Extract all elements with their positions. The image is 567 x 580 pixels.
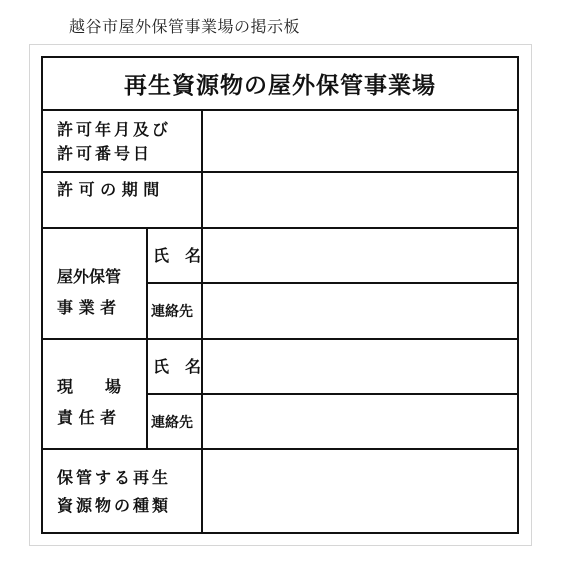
site-manager-contact-label: 連絡先 — [151, 415, 193, 431]
row-divider — [43, 227, 517, 229]
signboard-caption: 越谷市屋外保管事業場の掲示板 — [69, 17, 301, 36]
row-divider — [43, 338, 517, 340]
material-types-label: 保管する再生 資源物の種類 — [57, 468, 172, 515]
site-manager-label: 現 場 責 任 者 — [57, 377, 122, 427]
operator-name-label: 氏 名 — [153, 246, 202, 265]
row-divider — [43, 448, 517, 450]
column-divider — [201, 110, 203, 532]
permit-date-label: 許可年月及び 許可番号日 — [57, 120, 172, 163]
permit-period-label: 許 可 の 期 間 — [57, 180, 160, 199]
operator-contact-label: 連絡先 — [151, 304, 193, 320]
notice-board — [41, 56, 519, 534]
operator-label: 屋外保管 事 業 者 — [57, 267, 122, 317]
column-divider — [146, 227, 148, 449]
board-title: 再生資源物の屋外保管事業場 — [43, 58, 517, 111]
site-manager-name-label: 氏 名 — [153, 357, 202, 376]
row-divider — [43, 171, 517, 173]
